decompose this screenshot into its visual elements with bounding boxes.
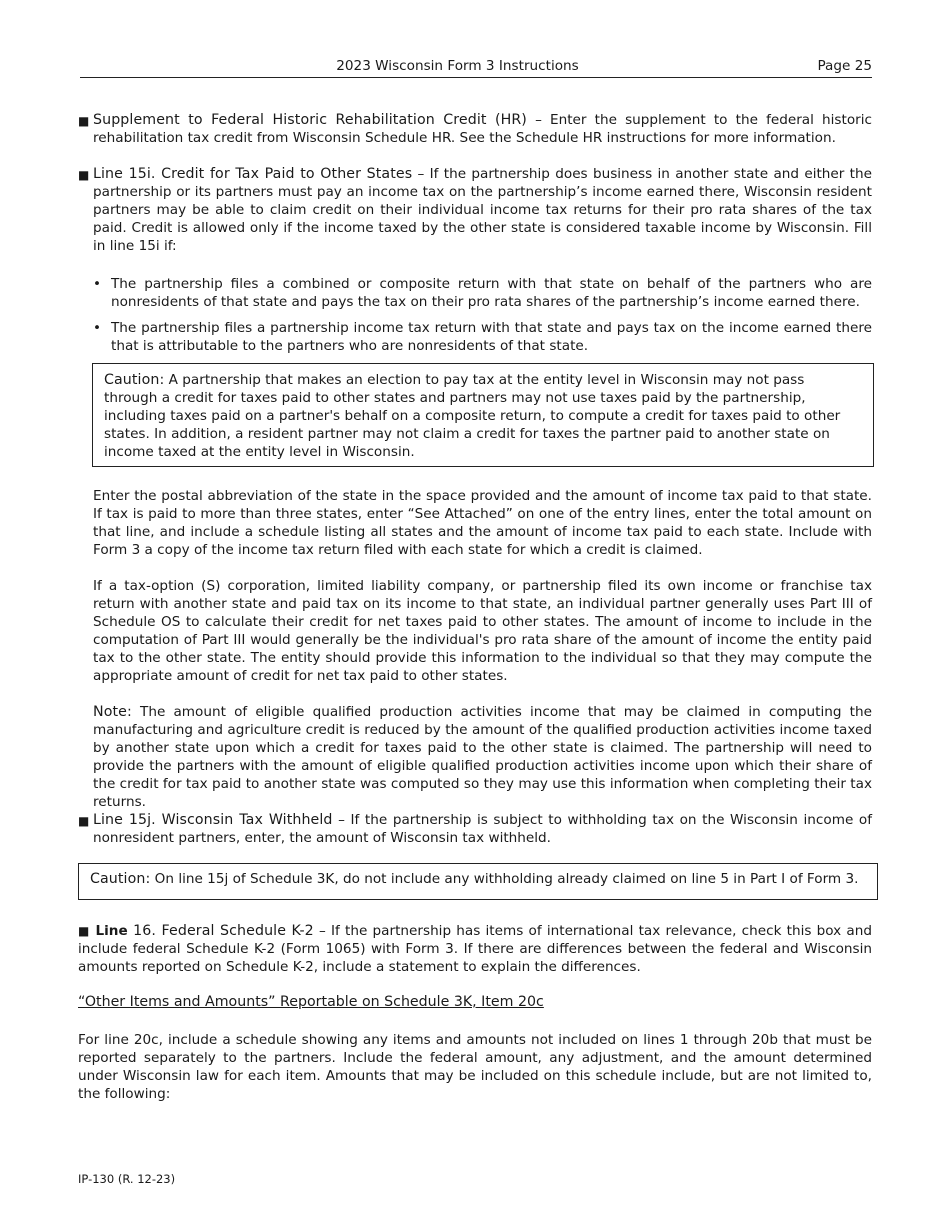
hr-credit-body: – Enter the supplement to the federal historic rehabilitation tax credit from Wisconsin Schedule HR. See the Schedule HR instructions for more information. (93, 112, 872, 146)
tax-option-paragraph: If a tax-option (S) corporation, limited liability company, or partnership filed its own income or franchise tax return with another state and paid tax on its income to that state, an individual partner generally uses Part III of Schedule OS to calculate their credit for net taxes paid to other states. The amount of income to include in the computation of Part III would generally be the individual's pro rata share of the amount of income the entity paid tax to the other state. The entity should provide this information to the individual so that they may compute the appropriate amount of credit for net tax paid to other states. (93, 578, 872, 684)
hr-credit-text (93, 111, 872, 147)
hr-credit-heading: Supplement to Federal Historic Rehabilitation Credit (HR) (93, 112, 527, 128)
caution-box-withholding (78, 863, 878, 900)
line-20c-paragraph: For line 20c, include a schedule showing any items and amounts not included on lines 1 through 20b that must be reported separately to the partners. Include the federal amount, any adjustment, and the amount determined under Wisconsin law for each item. Amounts that may be included on this schedule include, but are not limited to, the following: (78, 1032, 872, 1102)
line-15i-text (93, 165, 872, 255)
condition-list-item (93, 275, 872, 311)
condition-text: The partnership files a partnership income tax return with that state and pays tax on the income earned there that is attributable to the partners who are nonresidents of that state. (111, 320, 872, 354)
caution-label: Caution: (90, 871, 151, 887)
line-15j-item (78, 811, 872, 847)
square-bullet-icon: ■ (78, 924, 91, 938)
condition-list-item (93, 319, 872, 355)
caution-label: Caution: (104, 372, 165, 388)
line-15j-text (93, 811, 872, 847)
line-15i-item (78, 165, 872, 255)
page-number: Page 25 (817, 58, 872, 74)
bullet-dot-icon: • (93, 320, 102, 336)
square-bullet-icon: ■ (78, 114, 90, 128)
line-16-body: – If the partnership has items of international tax relevance, check this box and include federal Schedule K-2 (Form 1065) with Form 3. If there are differences between the federal and Wisconsin amounts reported on Schedule K-2, include a statement to explain the differences. (78, 923, 873, 975)
header-title: 2023 Wisconsin Form 3 Instructions (336, 58, 579, 74)
note-paragraph (93, 703, 872, 811)
postal-abbreviation-paragraph: Enter the postal abbreviation of the state in the space provided and the amount of income tax paid to that state. If tax is paid to more than three states, enter “See Attached” on one of the entry lines, enter the total amount on that line, and include a schedule listing all states and the amount of income tax paid to each state. Include with Form 3 a copy of the income tax return filed with each state for which a credit is claimed. (93, 488, 872, 558)
form-footer-code: IP-130 (R. 12-23) (78, 1172, 176, 1186)
caution-text: On line 15j of Schedule 3K, do not include any withholding already claimed on line 5 in Part I of Form 3. (150, 871, 859, 887)
line-16-bold-label: Line (95, 923, 128, 939)
square-bullet-icon: ■ (78, 814, 90, 828)
line-16-paragraph (78, 922, 872, 976)
caution-box-entity-level (92, 363, 874, 467)
header-divider (80, 77, 872, 78)
caution-text: A partnership that makes an election to pay tax at the entity level in Wisconsin may not pass through a credit for taxes paid to other states and partners may not use taxes paid by the partnership, including taxes paid on a partner's behalf on a composite return, to compute a credit for taxes paid to other states. In addition, a resident partner may not claim a credit for taxes the partner paid to another state on income taxed at the entity level in Wisconsin. (104, 372, 841, 460)
condition-text: The partnership files a combined or composite return with that state on behalf of the partners who are nonresidents of that state and pays the tax on their pro rata shares of the partnership’s income earned there. (111, 276, 872, 310)
line-15i-body: – If the partnership does business in another state and either the partnership or its partners must pay an income tax on the partnership’s income earned there, Wisconsin resident partners may be able to claim credit on their individual income tax returns for their pro rata shares of the tax paid. Credit is allowed only if the income taxed by the other state is considered taxable income by Wisconsin. Fill in line 15i if: (93, 166, 872, 254)
bullet-dot-icon: • (93, 276, 102, 292)
note-label: Note: (93, 704, 132, 720)
square-bullet-icon: ■ (78, 168, 90, 182)
line-15i-heading: Line 15i. Credit for Tax Paid to Other States (93, 166, 413, 182)
line-16-heading: 16. Federal Schedule K-2 (127, 923, 314, 939)
line-15j-heading: Line 15j. Wisconsin Tax Withheld (93, 812, 333, 828)
note-text: The amount of eligible qualified production activities income that may be claimed in computing the manufacturing and agriculture credit is reduced by the amount of the qualified production activities income taxed by another state upon which a credit for taxes paid to the other state is claimed. The partnership will need to provide the partners with the amount of eligible qualified production activities income upon which their share of the credit for tax paid to another state was computed so they may use this information when completing their tax returns. (93, 704, 872, 810)
hr-credit-item (78, 111, 872, 147)
line-15j-body: – If the partnership is subject to withholding tax on the Wisconsin income of nonresident partners, enter, the amount of Wisconsin tax withheld. (93, 812, 873, 846)
other-items-heading: “Other Items and Amounts” Reportable on Schedule 3K, Item 20c (78, 994, 544, 1010)
